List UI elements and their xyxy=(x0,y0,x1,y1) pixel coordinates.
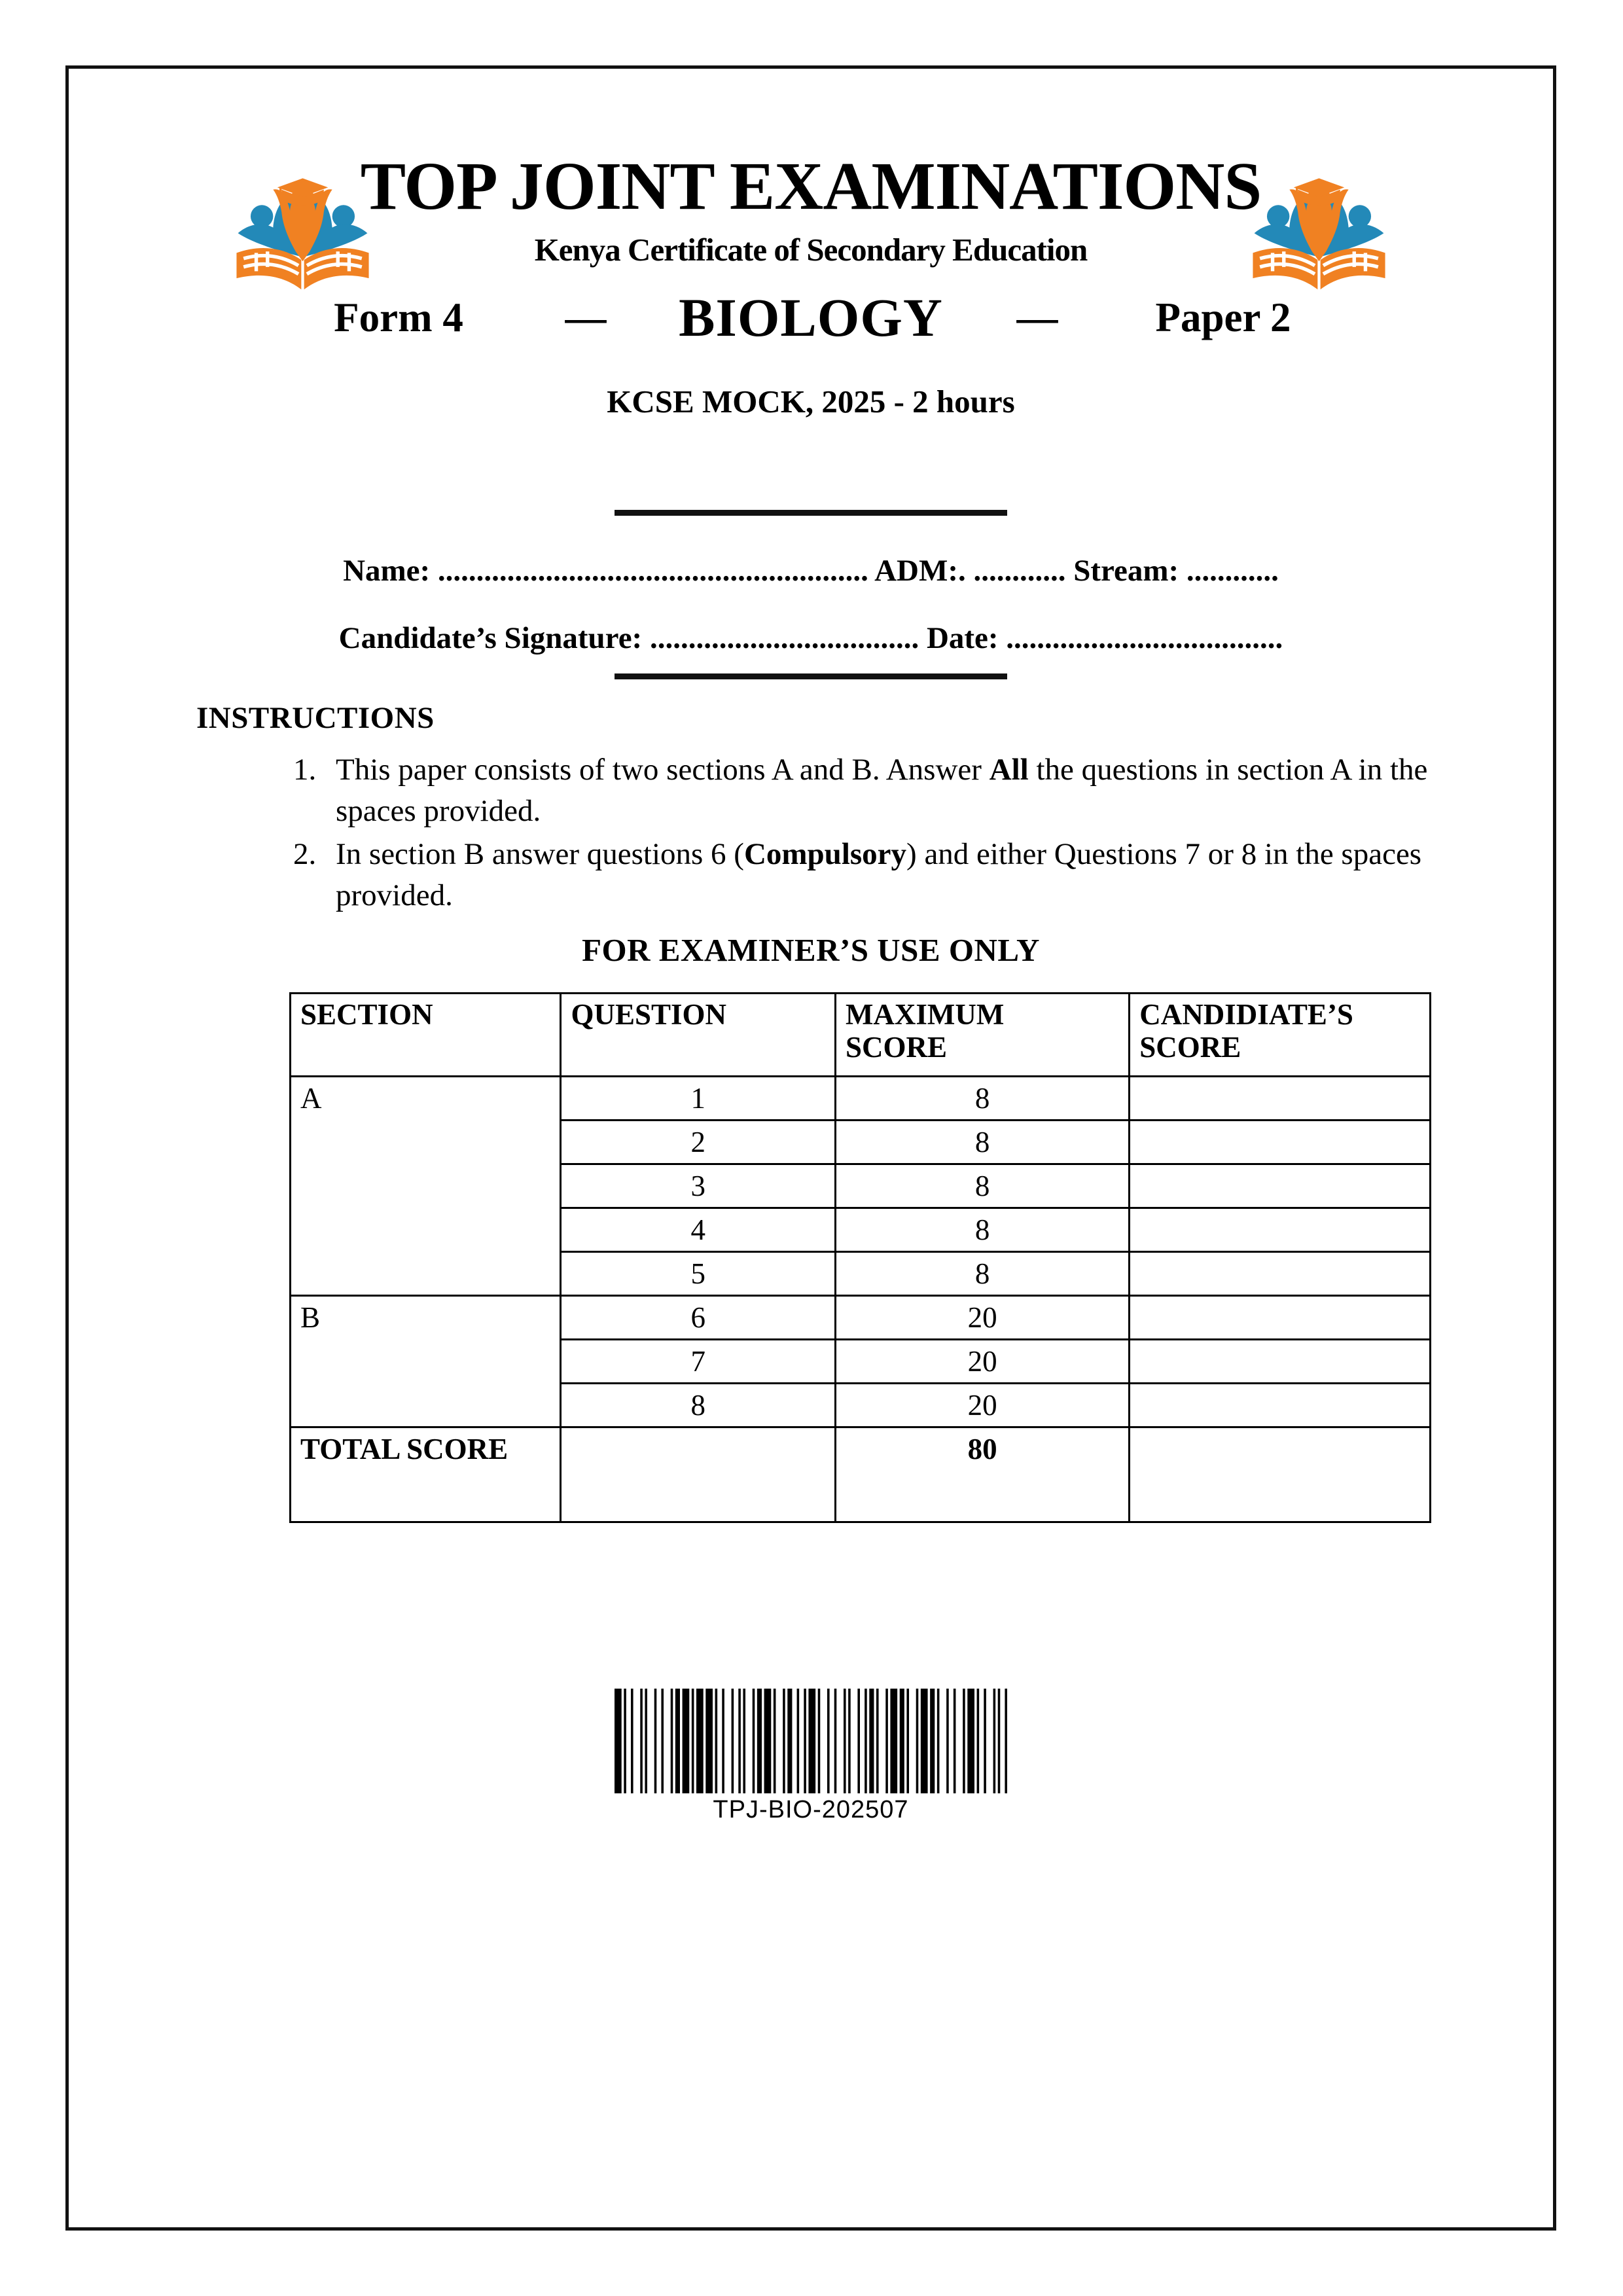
cell-max-score: 8 xyxy=(835,1208,1129,1252)
cell-section: B xyxy=(291,1296,561,1427)
cell-question: 2 xyxy=(561,1121,836,1164)
instructions-list xyxy=(259,749,1495,918)
table-row xyxy=(291,1296,1431,1340)
cell-question: 8 xyxy=(561,1384,836,1427)
subject-name: BIOLOGY xyxy=(679,287,943,348)
instruction-bold-2: Compulsory xyxy=(743,837,907,871)
instruction-text-2a: In section B answer questions 6 ( xyxy=(336,837,744,871)
table-row xyxy=(291,1077,1431,1121)
instruction-text-1b: the questions in section A in the spaces provided. xyxy=(336,753,1428,828)
subject-row xyxy=(69,278,1553,357)
table-body xyxy=(291,1077,1431,1522)
cell-max-score: 20 xyxy=(835,1296,1129,1340)
cell-candidate-score[interactable] xyxy=(1130,1252,1431,1296)
header-line-2: SCORE xyxy=(845,1031,947,1064)
header-line-1: QUESTION xyxy=(571,998,727,1031)
cell-max-score: 8 xyxy=(835,1252,1129,1296)
cell-candidate-score[interactable] xyxy=(1130,1077,1431,1121)
cell-question: 4 xyxy=(561,1208,836,1252)
form-label: Form 4 xyxy=(334,294,463,340)
examiner-score-table xyxy=(289,992,1431,1523)
barcode-icon xyxy=(615,1689,1007,1793)
exam-subtitle: Kenya Certificate of Secondary Education xyxy=(534,232,1088,268)
table-header xyxy=(291,994,1431,1077)
cell-question: 7 xyxy=(561,1340,836,1384)
cell-question: 6 xyxy=(561,1296,836,1340)
instructions-heading: INSTRUCTIONS xyxy=(196,701,435,735)
divider-top xyxy=(615,510,1007,516)
exam-session-line: KCSE MOCK, 2025 - 2 hours xyxy=(607,384,1015,420)
column-header-question xyxy=(561,994,836,1077)
instruction-text-2b: ) and either Questions 7 or 8 in the spaces provided. xyxy=(336,837,1422,912)
cell-max-score: 8 xyxy=(835,1121,1129,1164)
candidate-name-field[interactable]: Name: ........................................................ ADM:. ............ Stream: ............ xyxy=(343,554,1279,588)
cell-candidate-score[interactable] xyxy=(1130,1384,1431,1427)
table-row-total xyxy=(291,1427,1431,1522)
table-header-row xyxy=(291,994,1431,1077)
cell-candidate-score[interactable] xyxy=(1130,1164,1431,1208)
cell-max-score: 20 xyxy=(835,1340,1129,1384)
column-header-maximum-score xyxy=(835,994,1129,1077)
divider-bottom xyxy=(615,673,1007,679)
cell-max-score: 20 xyxy=(835,1384,1129,1427)
cell-total-candidate-score[interactable] xyxy=(1130,1427,1431,1522)
cell-question: 3 xyxy=(561,1164,836,1208)
instruction-bold-1: All xyxy=(989,753,1029,787)
cell-candidate-score[interactable] xyxy=(1130,1296,1431,1340)
cell-candidate-score[interactable] xyxy=(1130,1208,1431,1252)
column-header-section xyxy=(291,994,561,1077)
page-content xyxy=(69,69,1553,2227)
instruction-text-1a: This paper consists of two sections A and B. Answer xyxy=(336,753,990,787)
header-line-1: CANDIDIATE’S xyxy=(1139,998,1353,1031)
page-border xyxy=(65,65,1556,2231)
examiner-use-heading: FOR EXAMINER’S USE ONLY xyxy=(582,932,1040,968)
cell-candidate-score[interactable] xyxy=(1130,1340,1431,1384)
column-header-candidate-score xyxy=(1130,994,1431,1077)
cell-total-label: TOTAL SCORE xyxy=(291,1427,561,1522)
barcode-block xyxy=(608,1689,1014,1824)
cell-question: 5 xyxy=(561,1252,836,1296)
header-line-1: SECTION xyxy=(300,998,433,1031)
dash-left: — xyxy=(565,294,605,340)
dash-right: — xyxy=(1016,294,1057,340)
cell-total-question xyxy=(561,1427,836,1522)
list-item xyxy=(324,749,1495,831)
cell-candidate-score[interactable] xyxy=(1130,1121,1431,1164)
barcode-label: TPJ-BIO-202507 xyxy=(713,1796,909,1823)
list-item xyxy=(324,834,1495,916)
cell-max-score: 8 xyxy=(835,1077,1129,1121)
header-line-1: MAXIMUM xyxy=(845,998,1005,1031)
paper-label: Paper 2 xyxy=(1155,294,1291,340)
cell-question: 1 xyxy=(561,1077,836,1121)
candidate-signature-field[interactable]: Candidate’s Signature: ................................... Date: .................................... xyxy=(338,621,1283,655)
page-title: TOP JOINT EXAMINATIONS xyxy=(360,149,1262,224)
header-line-2: SCORE xyxy=(1139,1031,1241,1064)
cell-max-score: 8 xyxy=(835,1164,1129,1208)
cell-total-max-score: 80 xyxy=(835,1427,1129,1522)
cell-section: A xyxy=(291,1077,561,1296)
